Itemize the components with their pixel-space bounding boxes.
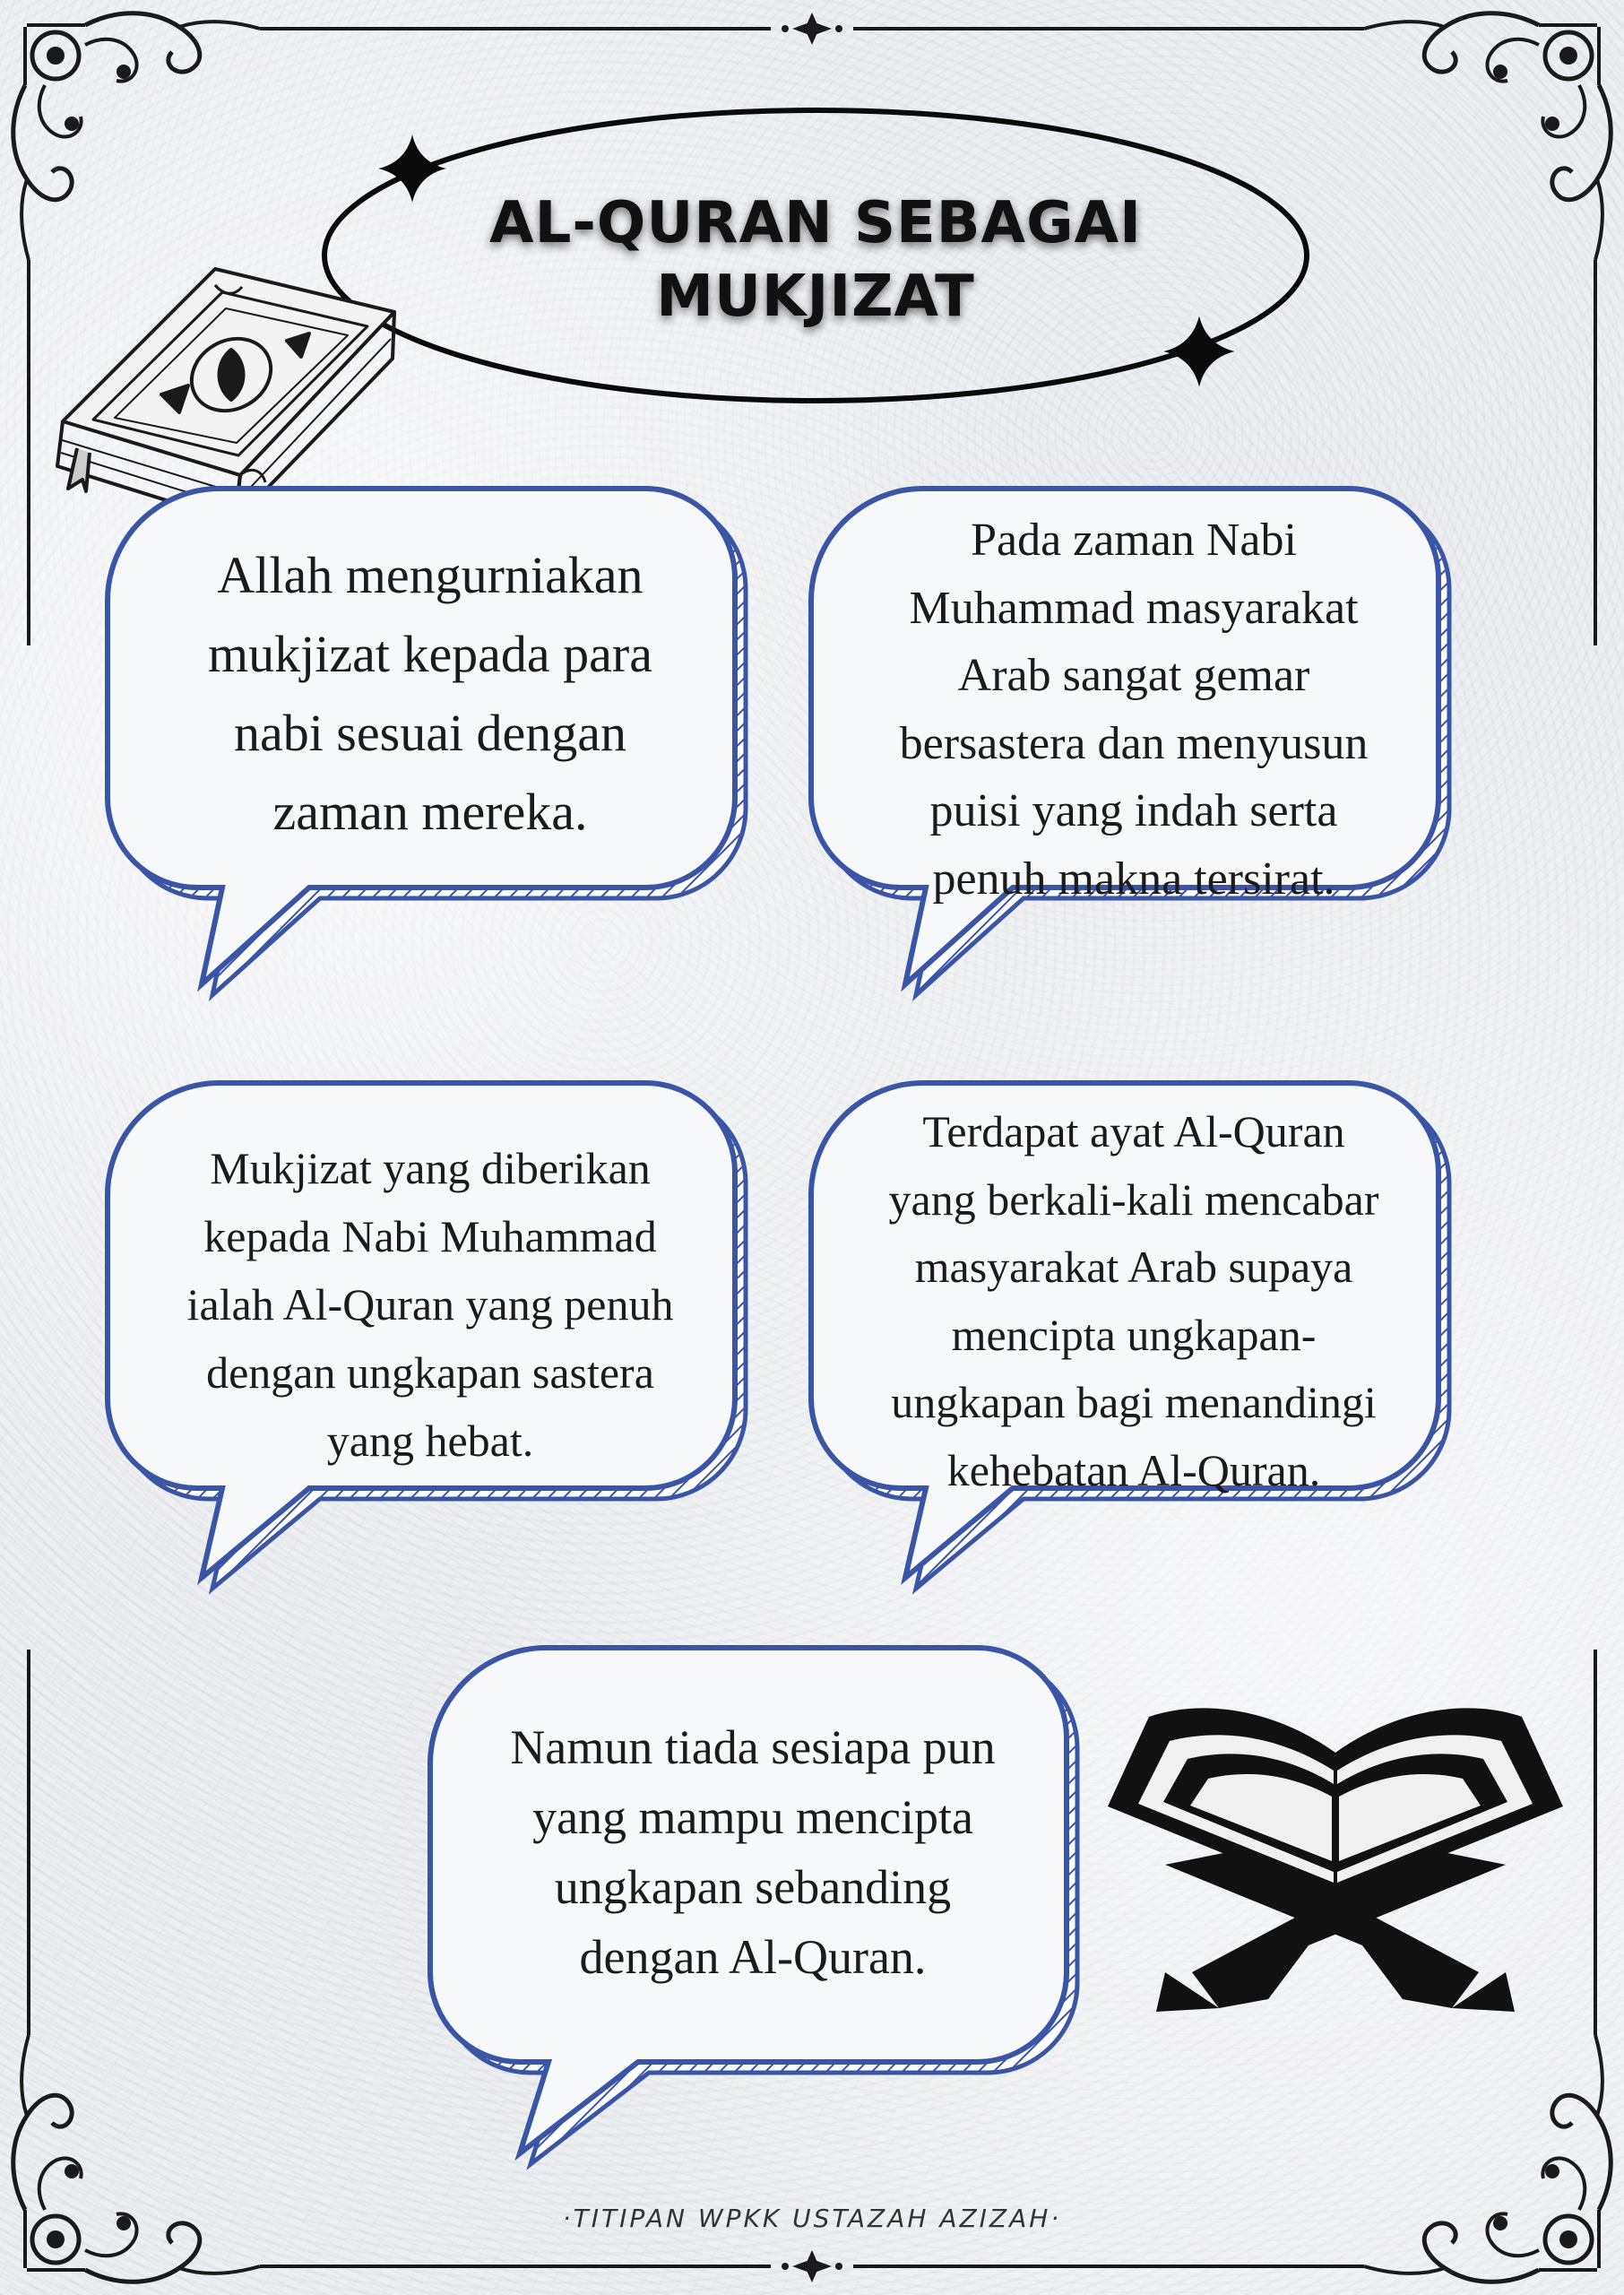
page-title-line-2: MUKJIZAT [656, 264, 975, 330]
bubble-line: puisi yang indah serta [929, 785, 1338, 836]
bubble-line: mukjizat kepada para [208, 625, 652, 683]
bubble-line: Mukjizat yang diberikan [210, 1143, 651, 1193]
corner-ornament-bottom-left [13, 2035, 260, 2282]
bubble-line: nabi sesuai dengan [233, 704, 627, 762]
speech-bubble-4-text [834, 1098, 1434, 1504]
bubble-line: ungkapan bagi menandingi [891, 1377, 1377, 1427]
corner-ornament-bottom-right [1364, 2035, 1611, 2282]
speech-bubble-1-text [134, 536, 726, 852]
bubble-line: ungkapan sebanding [554, 1860, 952, 1914]
speech-bubble-2-text [838, 507, 1430, 913]
open-quran-on-rehal-icon [1108, 1708, 1563, 2012]
bubble-line: mencipta ungkapan- [951, 1309, 1317, 1360]
corner-ornament-top-right [1364, 13, 1611, 260]
bubble-line: Terdapat ayat Al-Quran [922, 1106, 1345, 1156]
bubble-line: yang hebat. [326, 1416, 534, 1466]
bubble-line: dengan ungkapan sastera [206, 1347, 654, 1398]
bubble-line: yang mampu mencipta [532, 1790, 973, 1844]
bubble-line: penuh makna tersirat. [932, 853, 1335, 905]
bubble-line: masyarakat Arab supaya [914, 1242, 1353, 1292]
frame-center-ornament-top [782, 13, 842, 45]
bubble-line: kehebatan Al-Quran. [946, 1444, 1321, 1495]
bubble-line: Pada zaman Nabi [971, 515, 1297, 566]
page-title [323, 186, 1309, 333]
bubble-line: Muhammad masyarakat [909, 582, 1359, 634]
frame-center-ornament-bottom [782, 2250, 842, 2282]
speech-bubble-5-text [448, 1712, 1058, 1992]
bubble-line: dengan Al-Quran. [579, 1930, 927, 1984]
corner-ornament-top-left [13, 13, 260, 260]
bubble-line: bersastera dan menyusun [899, 717, 1369, 769]
bubble-line: zaman mereka. [272, 783, 588, 841]
bubble-line: Allah mengurniakan [217, 546, 644, 604]
speech-bubble-3-text [130, 1134, 730, 1475]
bubble-line: yang berkali-kali mencabar [888, 1173, 1379, 1225]
footer-credit: ·TITIPAN WPKK USTAZAH AZIZAH· [562, 2204, 1062, 2233]
bubble-line: kepada Nabi Muhammad [203, 1211, 657, 1261]
bubble-line: Namun tiada sesiapa pun [510, 1720, 996, 1774]
page-title-line-1: AL-QURAN SEBAGAI [489, 190, 1142, 256]
bubble-line: Arab sangat gemar [957, 650, 1310, 701]
bubble-line: ialah Al-Quran yang penuh [186, 1279, 674, 1329]
